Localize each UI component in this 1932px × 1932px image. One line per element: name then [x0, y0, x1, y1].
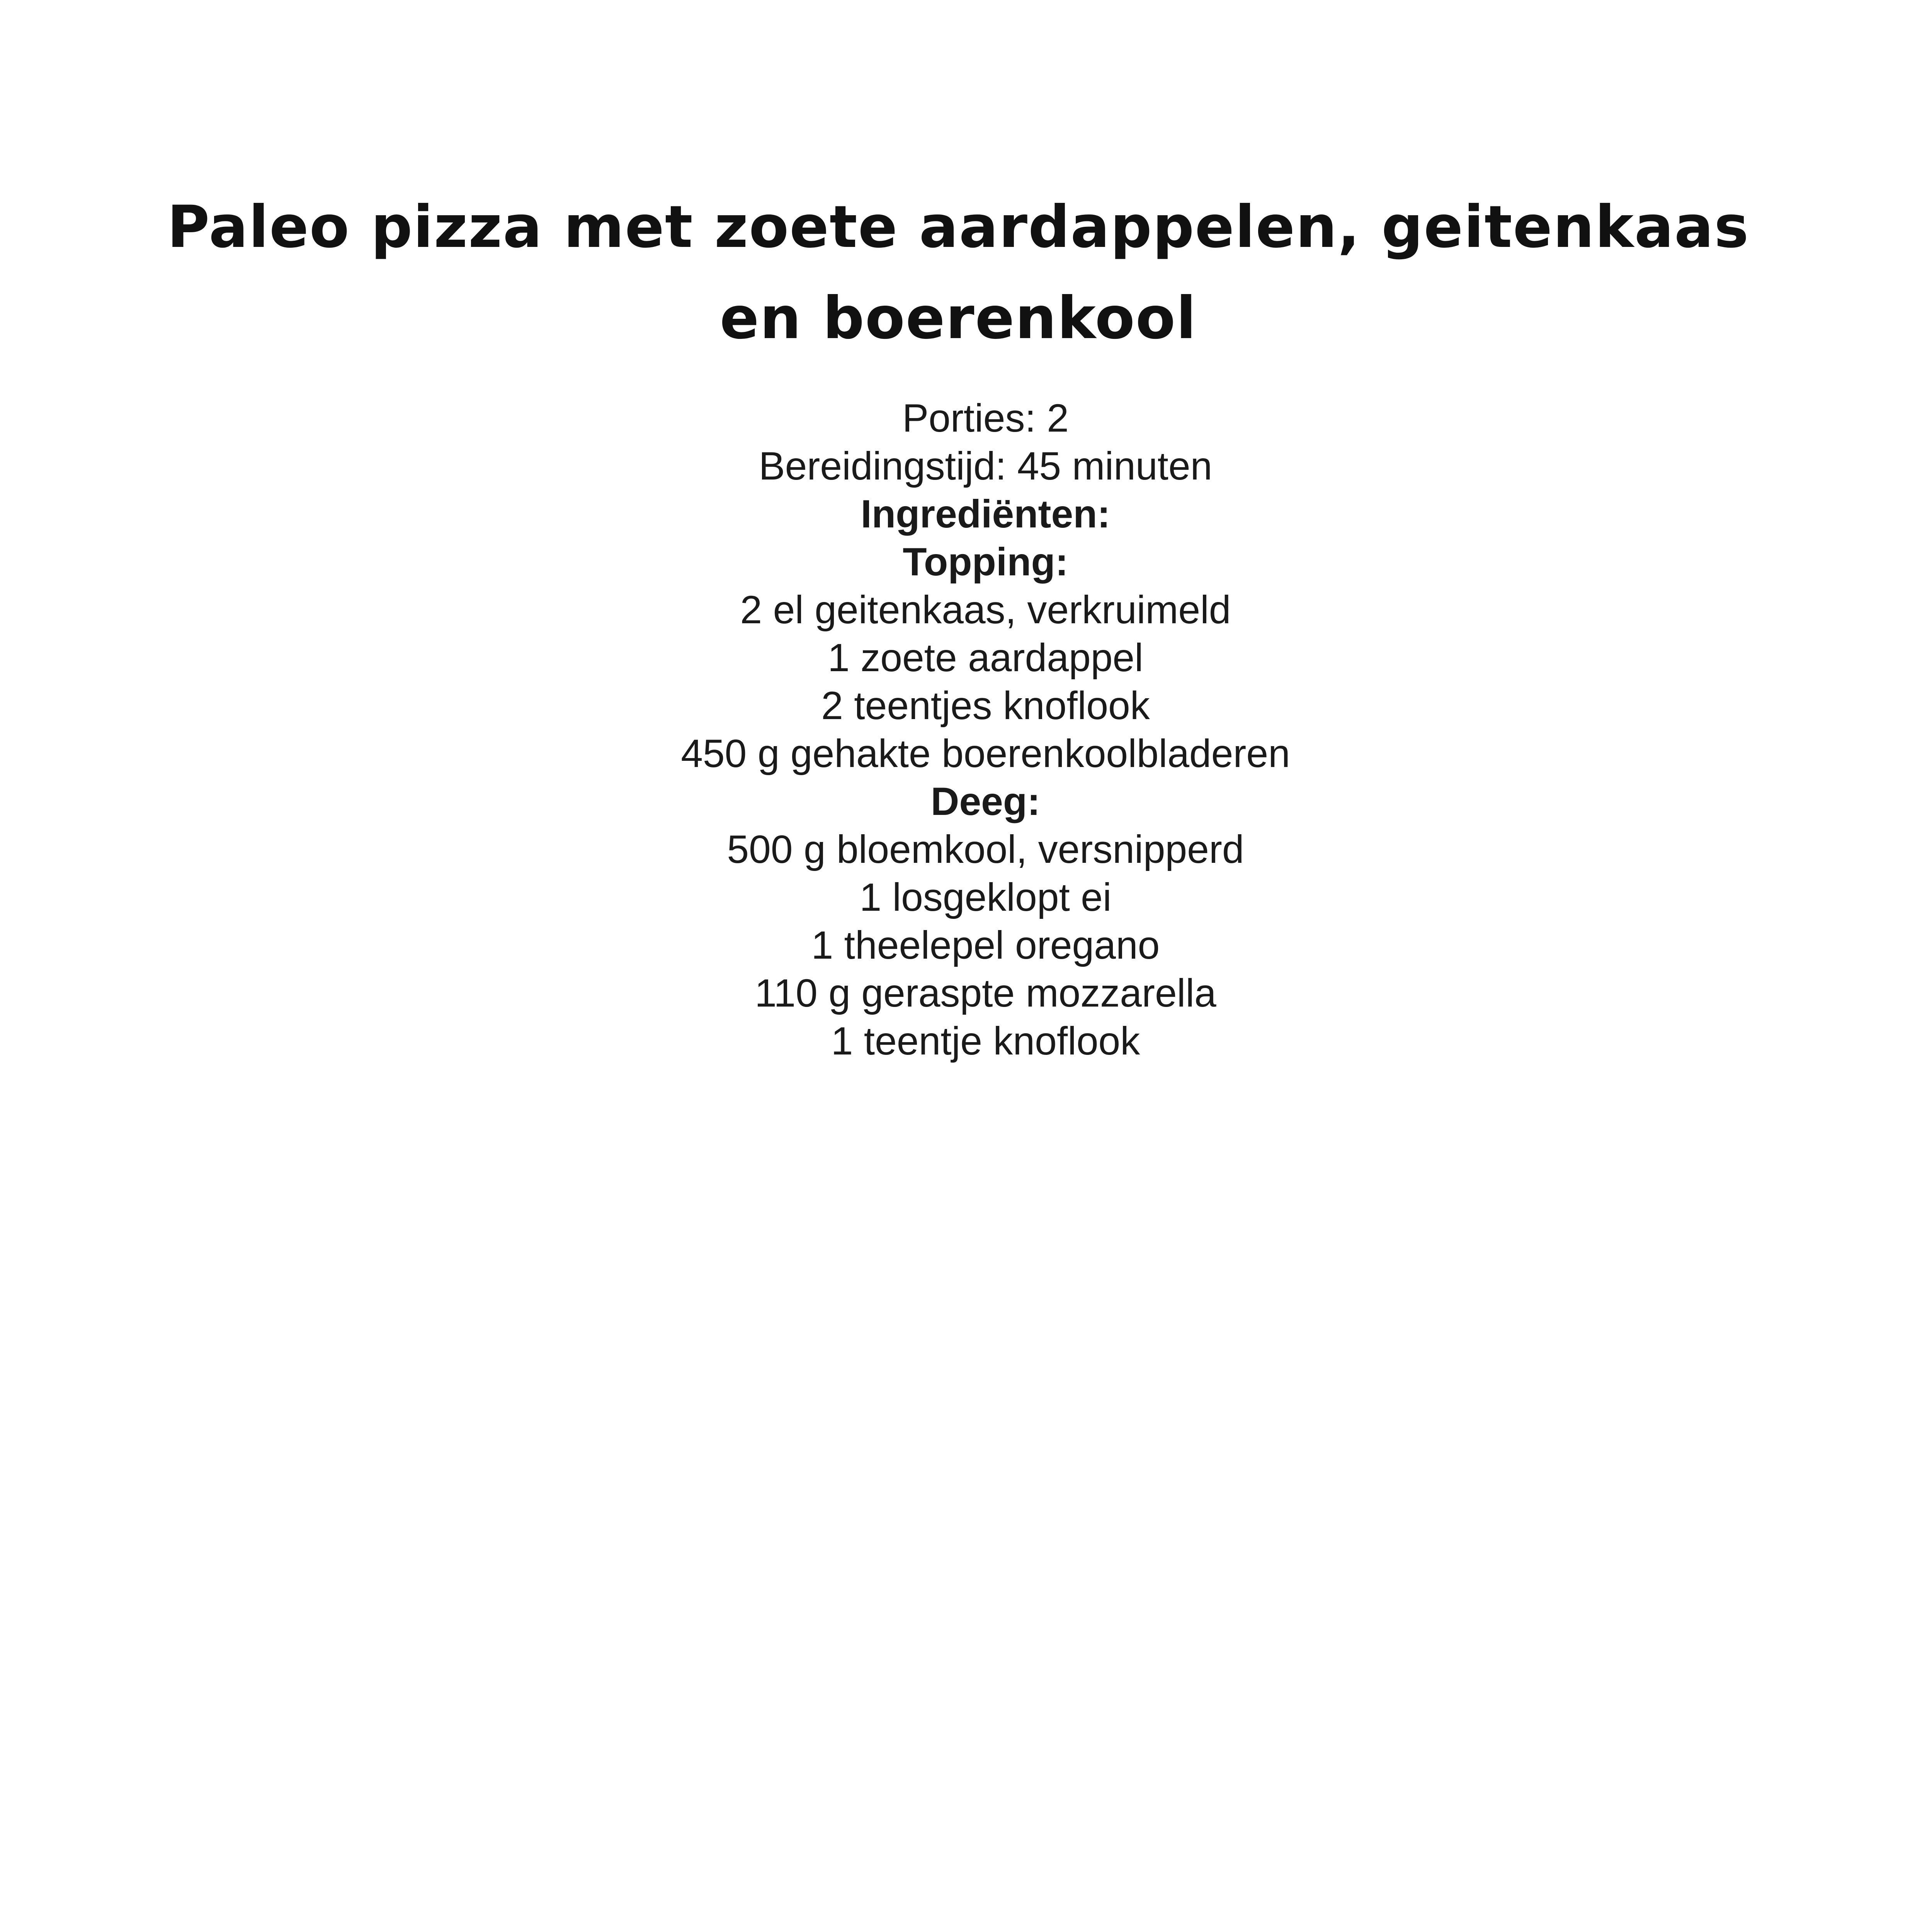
topping-item: 2 el geitenkaas, verkruimeld — [740, 588, 1231, 632]
topping-item: 1 zoete aardappel — [828, 636, 1143, 680]
dough-item: 500 g bloemkool, versnipperd — [727, 827, 1244, 871]
dough-item: 1 teentje knoflook — [831, 1019, 1140, 1063]
dough-item: 1 losgeklopt ei — [859, 875, 1112, 919]
topping-heading: Topping: — [903, 540, 1068, 584]
recipe-title: Paleo pizza met zoete aardappelen, geitenkaas en boerenkool — [167, 194, 1750, 352]
dough-item: 110 g geraspte mozzarella — [755, 971, 1216, 1015]
dough-heading: Deeg: — [930, 779, 1041, 823]
servings: Porties: 2 — [902, 396, 1069, 440]
topping-item: 450 g gehakte boerenkoolbladeren — [681, 731, 1290, 776]
topping-item: 2 teentjes knoflook — [821, 684, 1150, 728]
dough-item: 1 theelepel oregano — [811, 923, 1160, 967]
ingredients-heading: Ingrediënten: — [861, 492, 1111, 536]
recipe-body — [0, 394, 1932, 1065]
prep-time: Bereidingstijd: 45 minuten — [759, 444, 1213, 488]
